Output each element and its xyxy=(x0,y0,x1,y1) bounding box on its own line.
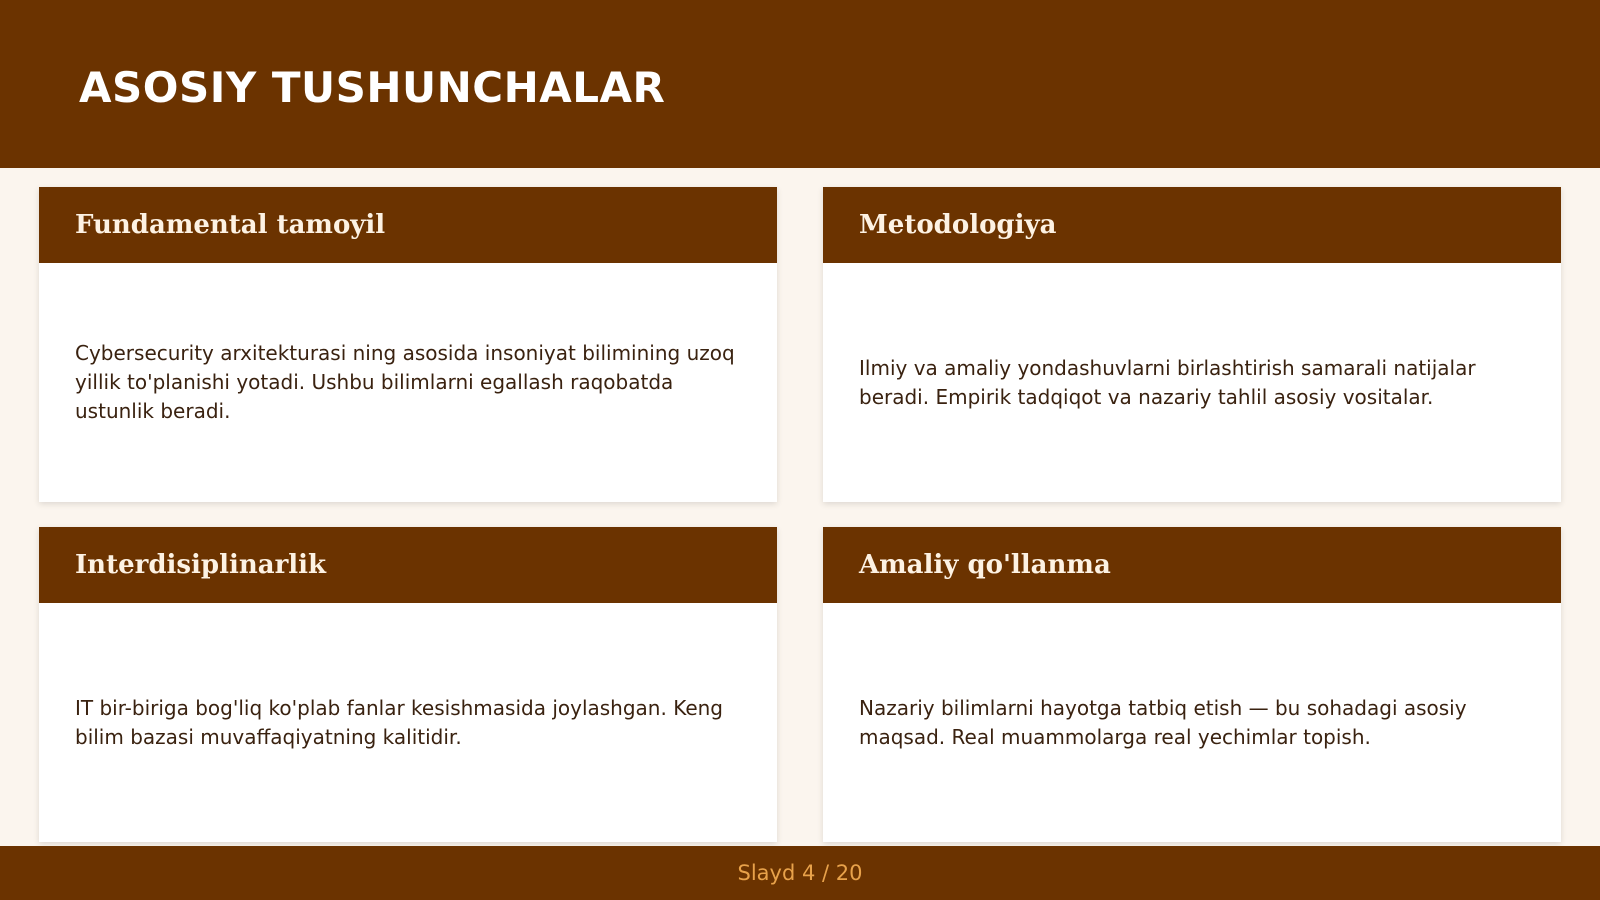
card-body xyxy=(39,263,777,502)
card-header xyxy=(823,527,1561,603)
card-text: Nazariy bilimlarni hayotga tatbiq etish — bu sohadagi asosiy maqsad. Real muammolarga real yechimlar topish. xyxy=(859,695,1467,749)
card-title: Interdisiplinarlik xyxy=(75,550,327,580)
card-body xyxy=(823,263,1561,502)
slide-footer xyxy=(0,846,1600,900)
card-text: Ilmiy va amaliy yondashuvlarni birlashtirish samarali natijalar beradi. Empirik tadqiqot va nazariy tahlil asosiy vositalar. xyxy=(859,355,1476,409)
card-text: IT bir-biriga bog'liq ko'plab fanlar kesishmasida joylashgan. Keng bilim bazasi muvaffaqiyatning kalitidir. xyxy=(75,695,723,749)
card-title: Fundamental tamoyil xyxy=(75,210,386,240)
card-title: Metodologiya xyxy=(859,210,1057,240)
slide-counter: Slayd 4 / 20 xyxy=(737,861,863,885)
card-body xyxy=(39,603,777,842)
concept-card-fundamental xyxy=(39,187,777,502)
page-title: ASOSIY TUSHUNCHALAR xyxy=(79,63,666,112)
concept-card-practical xyxy=(823,527,1561,842)
card-header xyxy=(39,527,777,603)
card-title: Amaliy qo'llanma xyxy=(859,550,1111,580)
slide-header xyxy=(0,0,1600,168)
card-header xyxy=(823,187,1561,263)
concept-card-interdisciplinary xyxy=(39,527,777,842)
card-text: Cybersecurity arxitekturasi ning asosida insoniyat bilimining uzoq yillik to'planishi yotadi. Ushbu bilimlarni egallash raqobatda ustunlik beradi. xyxy=(75,341,735,423)
concept-card-methodology xyxy=(823,187,1561,502)
card-body xyxy=(823,603,1561,842)
card-header xyxy=(39,187,777,263)
